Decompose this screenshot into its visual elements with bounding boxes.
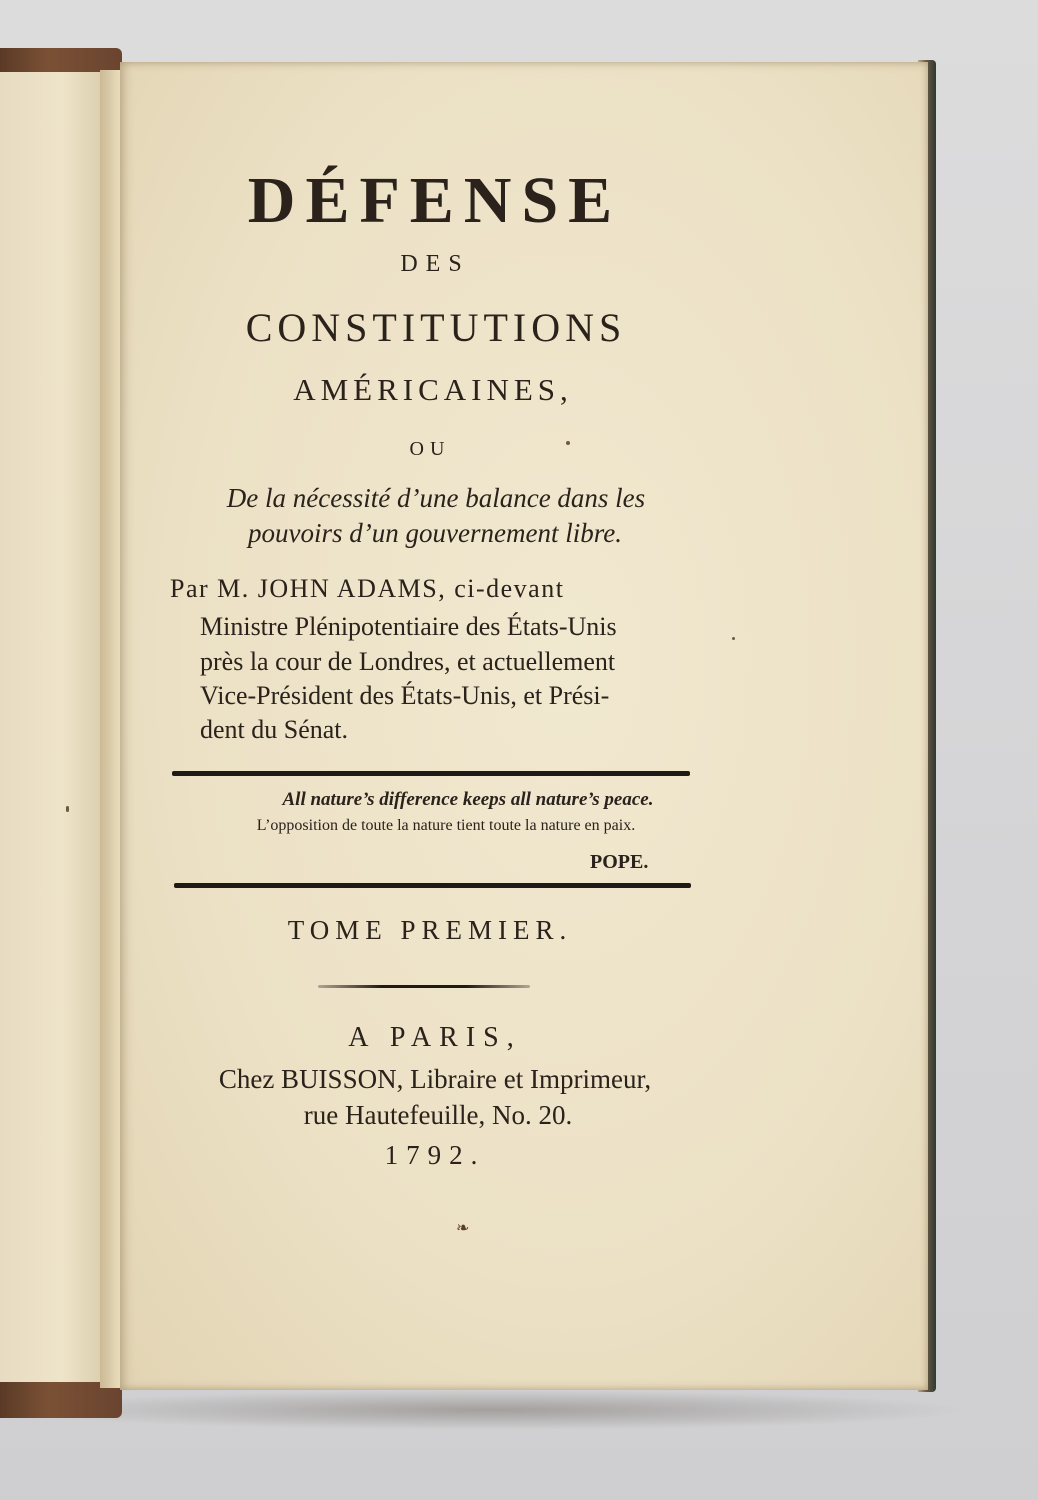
left-page-edge bbox=[0, 72, 112, 1382]
author-line-3: près la cour de Londres, et actuellement bbox=[200, 647, 616, 676]
imprint-year: 1792. bbox=[384, 1140, 486, 1170]
epigraph-english: All nature’s difference keeps all nature’s peace. bbox=[282, 789, 654, 810]
author-line-1: Par M. JOHN ADAMS, ci-devant bbox=[170, 574, 565, 603]
title-des: DES bbox=[400, 251, 470, 277]
title-conjunction: OU bbox=[409, 438, 451, 460]
book-shadow bbox=[10, 1390, 970, 1430]
paper-speck bbox=[566, 441, 570, 445]
volume-label: TOME PREMIER. bbox=[287, 915, 573, 945]
title-americaines: AMÉRICAINES, bbox=[293, 372, 573, 407]
rule-divider-top bbox=[172, 771, 690, 776]
imprint-place: A PARIS, bbox=[348, 1022, 522, 1053]
book-title: DÉFENSE bbox=[247, 164, 623, 237]
author-line-2: Ministre Plénipotentiaire des États-Unis bbox=[200, 612, 617, 641]
subtitle-line-1: De la nécessité d’une balance dans les bbox=[226, 483, 646, 513]
epigraph-french: L’opposition de toute la nature tient toute la nature en paix. bbox=[256, 817, 636, 834]
rule-divider-short bbox=[318, 985, 530, 988]
author-line-4: Vice-Président des États-Unis, et Prési- bbox=[200, 681, 610, 710]
paper-speck bbox=[66, 806, 69, 812]
author-line-5: dent du Sénat. bbox=[200, 715, 349, 744]
title-constitutions: CONSTITUTIONS bbox=[245, 305, 627, 350]
epigraph-attribution: POPE. bbox=[590, 851, 649, 873]
fleuron-ornament-icon: ❧ bbox=[456, 1220, 470, 1237]
imprint-publisher: Chez BUISSON, Libraire et Imprimeur, bbox=[218, 1064, 652, 1094]
paper-speck bbox=[732, 637, 735, 640]
subtitle-line-2: pouvoirs d’un gouvernement libre. bbox=[248, 518, 622, 548]
rule-divider-bottom bbox=[174, 883, 691, 888]
imprint-address: rue Hautefeuille, No. 20. bbox=[303, 1100, 573, 1130]
